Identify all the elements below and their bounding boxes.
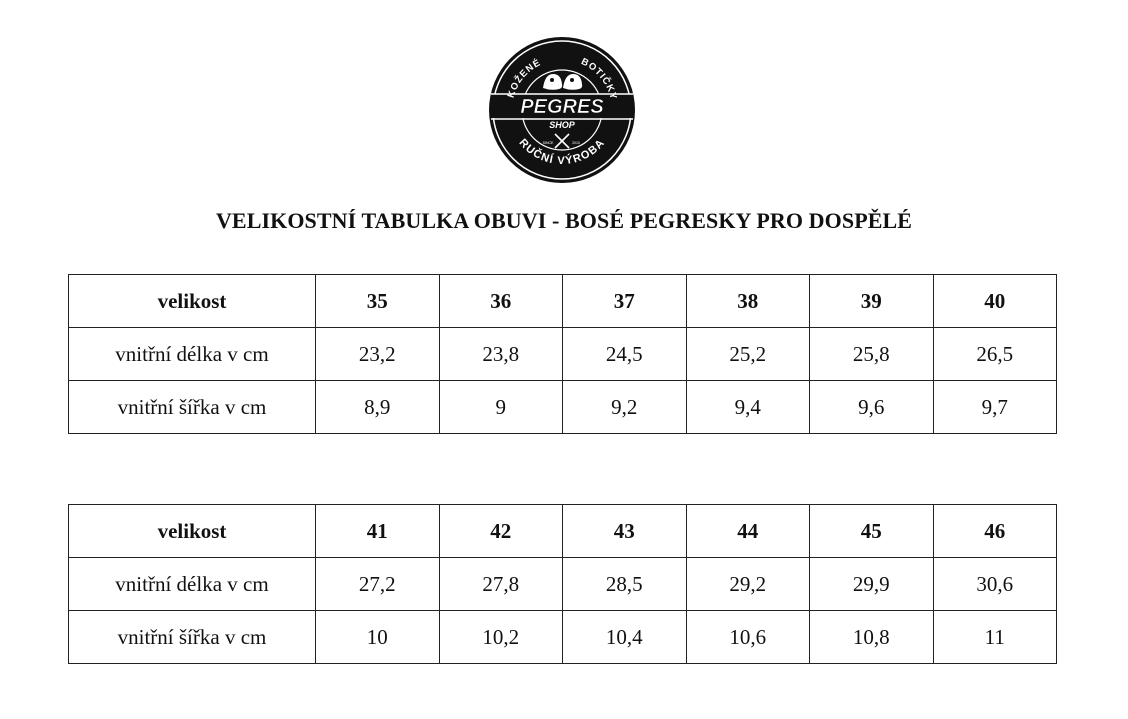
size-cell: 44 [686, 505, 810, 558]
size-cell: 43 [563, 505, 687, 558]
table-row [69, 611, 1057, 664]
value-cell: 28,5 [563, 558, 687, 611]
size-table-1 [68, 274, 1057, 434]
header-label: velikost [69, 275, 316, 328]
value-cell: 29,2 [686, 558, 810, 611]
table-row [69, 328, 1057, 381]
value-cell: 23,8 [439, 328, 563, 381]
value-cell: 9,4 [686, 381, 810, 434]
value-cell: 25,2 [686, 328, 810, 381]
size-cell: 38 [686, 275, 810, 328]
size-cell: 40 [933, 275, 1057, 328]
value-cell: 23,2 [316, 328, 440, 381]
value-cell: 8,9 [316, 381, 440, 434]
logo-text-top-left: KOŽENÉ [505, 57, 543, 100]
logo-sub: SHOP [549, 120, 575, 130]
value-cell: 24,5 [563, 328, 687, 381]
value-cell: 30,6 [933, 558, 1057, 611]
table-header-row [69, 275, 1057, 328]
logo-since-year: 2010 [572, 141, 580, 145]
value-cell: 27,2 [316, 558, 440, 611]
value-cell: 11 [933, 611, 1057, 664]
size-cell: 41 [316, 505, 440, 558]
value-cell: 26,5 [933, 328, 1057, 381]
value-cell: 10,4 [563, 611, 687, 664]
size-cell: 39 [810, 275, 934, 328]
size-cell: 35 [316, 275, 440, 328]
page-title: VELIKOSTNÍ TABULKA OBUVI - BOSÉ PEGRESKY PRO DOSPĚLÉ [215, 208, 913, 233]
value-cell: 10,8 [810, 611, 934, 664]
value-cell: 10,6 [686, 611, 810, 664]
value-cell: 10,2 [439, 611, 563, 664]
value-cell: 9,6 [810, 381, 934, 434]
logo-since-label: SINCE [542, 141, 554, 145]
value-cell: 10 [316, 611, 440, 664]
logo-text-top-right: BOTIČKY [579, 56, 619, 102]
value-cell: 9,7 [933, 381, 1057, 434]
row-label: vnitřní šířka v cm [69, 381, 316, 434]
table-row [69, 381, 1057, 434]
logo-text-bottom: RUČNÍ VÝROBA [516, 136, 608, 168]
header-label: velikost [69, 505, 316, 558]
size-cell: 37 [563, 275, 687, 328]
value-cell: 25,8 [810, 328, 934, 381]
size-cell: 42 [439, 505, 563, 558]
row-label: vnitřní délka v cm [69, 328, 316, 381]
pegres-shop-logo [488, 36, 636, 184]
table-header-row [69, 505, 1057, 558]
size-cell: 45 [810, 505, 934, 558]
size-table-2 [68, 504, 1057, 664]
table-row [69, 558, 1057, 611]
logo-brand: PEGRES [520, 96, 604, 118]
value-cell: 9 [439, 381, 563, 434]
size-cell: 46 [933, 505, 1057, 558]
size-cell: 36 [439, 275, 563, 328]
row-label: vnitřní šířka v cm [69, 611, 316, 664]
value-cell: 29,9 [810, 558, 934, 611]
row-label: vnitřní délka v cm [69, 558, 316, 611]
value-cell: 27,8 [439, 558, 563, 611]
value-cell: 9,2 [563, 381, 687, 434]
